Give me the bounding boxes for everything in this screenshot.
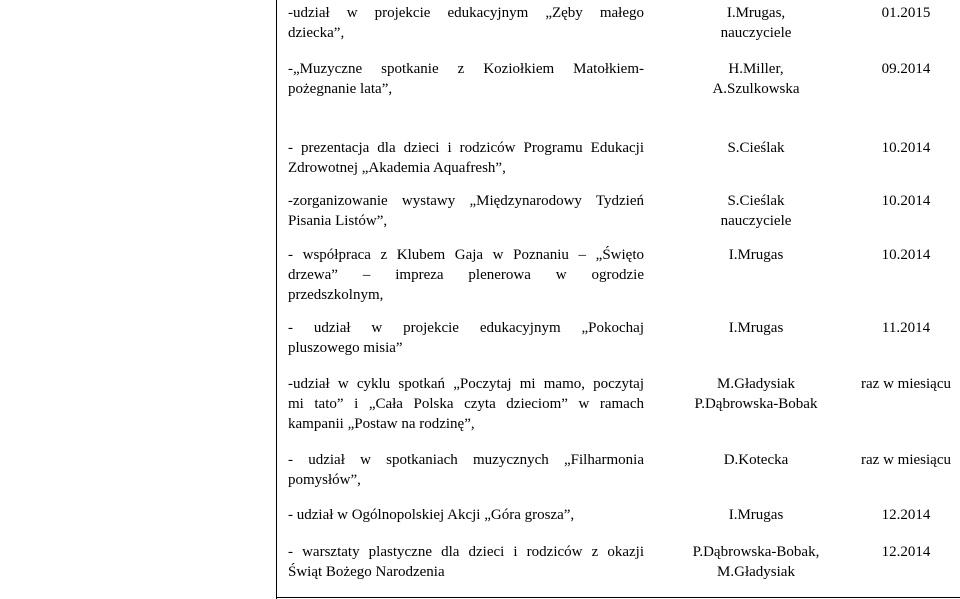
responsible-person-cell [663,542,849,582]
activity-text-line: - współpraca z Klubem Gaja w Poznaniu – „Święto [288,247,644,263]
activity-cell [288,318,644,358]
activity-text-line: - prezentacja dla dzieci i rodziców Programu Edukacji [288,140,644,156]
date-cell: raz w miesiącu [861,376,951,392]
responsible-person-text: M.Gładysiak [717,376,795,392]
responsible-person-cell [663,191,849,231]
responsible-person-text: I.Mrugas [728,247,784,263]
activity-text-line: pluszowego misia” [288,340,403,356]
responsible-person-cell [663,374,849,414]
activity-cell [288,450,644,490]
responsible-person-text: P.Dąbrowska-Bobak [694,396,818,412]
responsible-person-cell [663,318,849,338]
responsible-person-text: I.Mrugas [728,507,784,523]
responsible-person-cell [663,245,849,265]
responsible-person-text: S.Cieślak [727,193,785,209]
responsible-person-text: P.Dąbrowska-Bobak, [692,544,820,560]
responsible-person-cell [663,505,849,525]
responsible-person-text: D.Kotecka [723,452,789,468]
activity-text-line: - udział w spotkaniach muzycznych „Filharmonia [288,452,644,468]
activity-text-line: przedszkolnym, [288,287,384,303]
date-cell: 12.2014 [881,544,931,560]
activity-cell [288,245,644,305]
activity-text-line: - udział w Ogólnopolskiej Akcji „Góra grosza”, [288,507,575,523]
date-cell: raz w miesiącu [861,452,951,468]
date-cell: 01.2015 [881,5,931,21]
activity-text-line: pożegnanie lata”, [288,81,393,97]
date-cell: 11.2014 [881,320,931,336]
responsible-person-text: nauczyciele [720,213,792,229]
date-cell: 10.2014 [881,193,931,209]
activity-text-line: pomysłów”, [288,472,361,488]
responsible-person-text: I.Mrugas, [726,5,786,21]
responsible-person-text: M.Gładysiak [717,564,795,580]
date-cell: 10.2014 [881,140,931,156]
responsible-person-cell [663,450,849,470]
responsible-person-text: S.Cieślak [727,140,785,156]
activity-text-line: -zorganizowanie wystawy „Międzynarodowy Tydzień [288,193,644,209]
responsible-person-cell [663,3,849,43]
activity-cell [288,3,644,43]
date-cell: 09.2014 [881,61,931,77]
activity-cell [288,191,644,231]
activity-text-line: - warsztaty plastyczne dla dzieci i rodziców z okazji [288,544,644,560]
activity-cell [288,505,644,525]
activity-text-line: Pisania Listów”, [288,213,388,229]
activity-cell [288,542,644,582]
activity-cell [288,374,644,434]
table-border-left [276,0,277,599]
activity-cell [288,138,644,178]
responsible-person-text: A.Szulkowska [712,81,800,97]
responsible-person-text: I.Mrugas [728,320,784,336]
responsible-person-cell [663,138,849,158]
activity-text-line: mi tato” i „Cała Polska czyta dzieciom” w ramach [288,396,644,412]
activity-text-line: -„Muzyczne spotkanie z Koziołkiem Matołkiem- [288,61,644,77]
activity-text-line: kampanii „Postaw na rodzinę”, [288,416,475,432]
activity-text-line: - udział w projekcie edukacyjnym „Pokochaj [288,320,644,336]
activity-text-line: dziecka”, [288,25,345,41]
activity-text-line: drzewa” – impreza plenerowa w ogrodzie [288,267,644,283]
date-cell: 10.2014 [881,247,931,263]
activity-text-line: Zdrowotnej „Akademia Aquafresh”, [288,160,506,176]
responsible-person-text: H.Miller, [728,61,784,77]
activity-text-line: -udział w cyklu spotkań „Poczytaj mi mamo, poczytaj [288,376,644,392]
table-border-bottom [276,597,960,598]
activity-text-line: Świąt Bożego Narodzenia [288,564,445,580]
responsible-person-text: nauczyciele [720,25,792,41]
date-cell: 12.2014 [881,507,931,523]
activity-cell [288,59,644,99]
activity-text-line: -udział w projekcie edukacyjnym „Zęby małego [288,5,644,21]
responsible-person-cell [663,59,849,99]
